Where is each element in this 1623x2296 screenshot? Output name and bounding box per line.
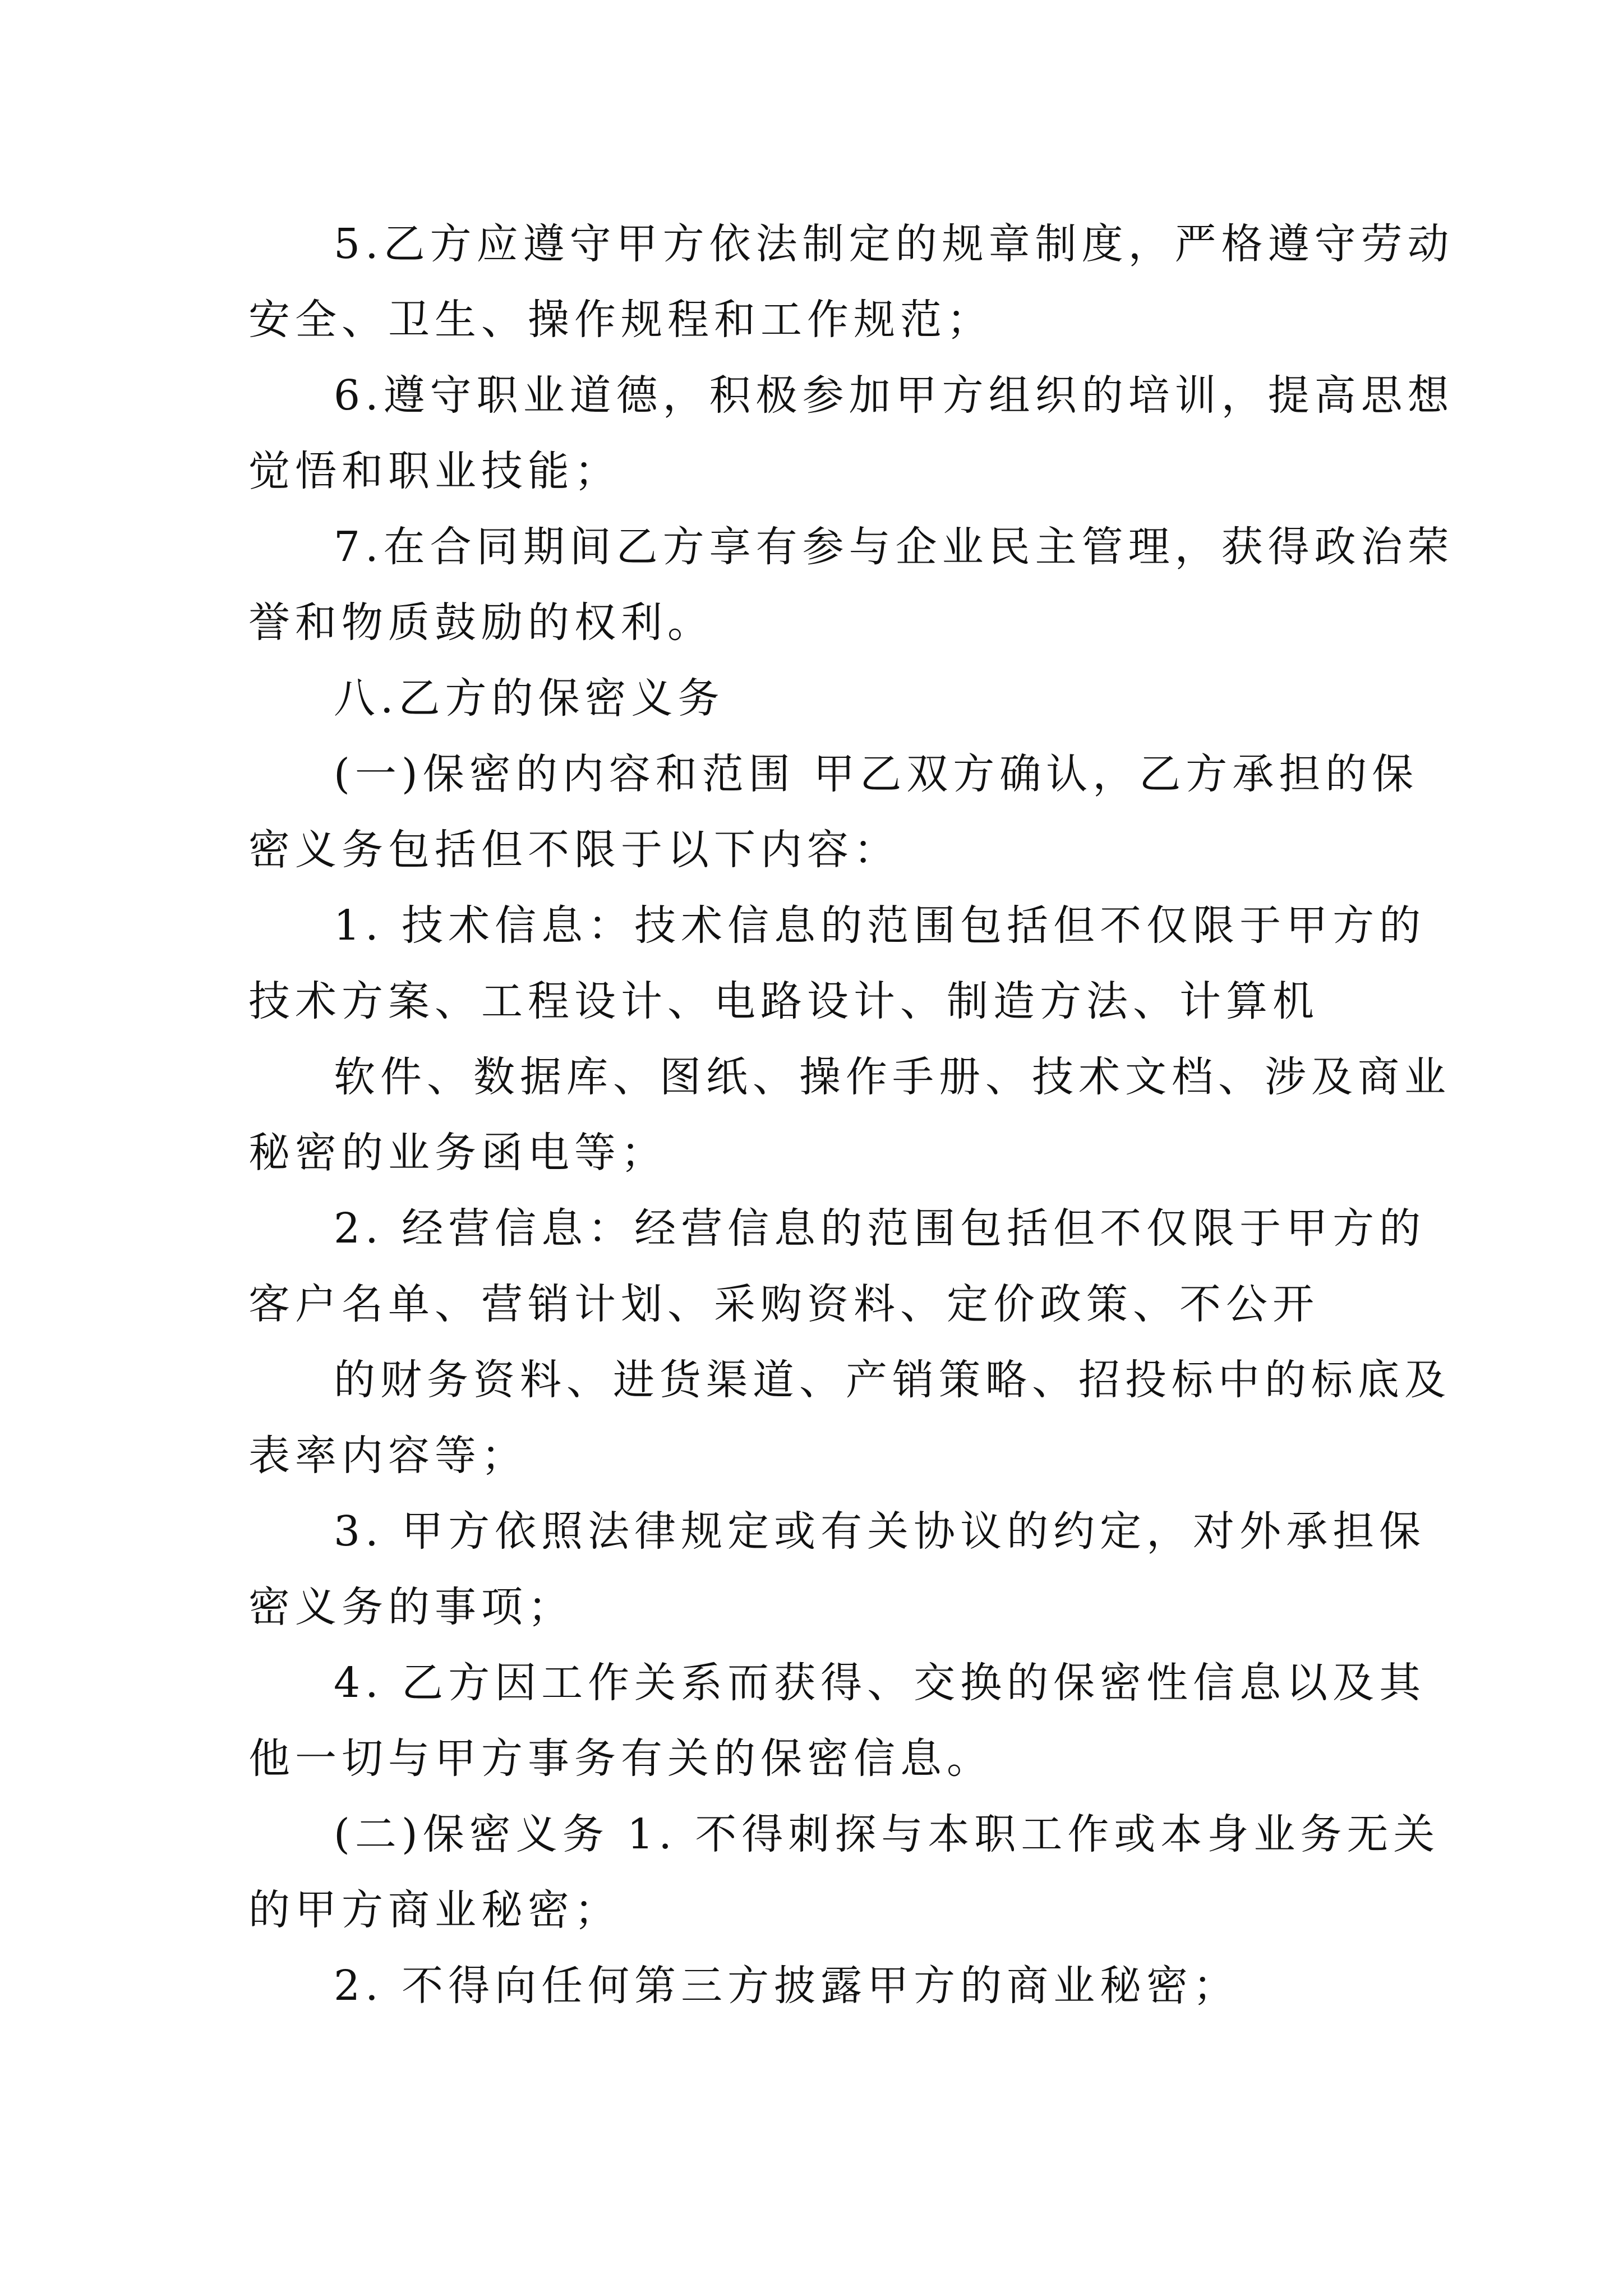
item-3-line-2: 密义务的事项； <box>248 1583 574 1631</box>
item-1-technical-info-line-1: 1. 技术信息：技术信息的范围包括但不仅限于甲方的 <box>334 901 1426 950</box>
item-4-line-2: 他一切与甲方事务有关的保密信息。 <box>248 1734 993 1783</box>
clause-7-item-6-line-1: 6.遵守职业道德，积极参加甲方组织的培训，提高思想 <box>334 371 1454 420</box>
subsection-1-line-2: 密义务包括但不限于以下内容： <box>248 826 900 874</box>
clause-7-item-7-line-2: 誉和物质鼓励的权利。 <box>248 599 714 647</box>
item-1-technical-info-line-2: 技术方案、工程设计、电路设计、制造方法、计算机 <box>248 977 1319 1025</box>
item-2-business-info-line-4: 表率内容等； <box>248 1432 528 1480</box>
section-heading-8: 八.乙方的保密义务 <box>334 674 725 723</box>
subsection-1-line-1: (一)保密的内容和范围 甲乙双方确认，乙方承担的保 <box>334 750 1419 798</box>
item-2-business-info-line-3: 的财务资料、进货渠道、产销策略、招投标中的标底及 <box>334 1356 1451 1404</box>
clause-7-item-7-line-1: 7.在合同期间乙方享有参与企业民主管理，获得政治荣 <box>334 523 1454 571</box>
clause-7-item-5-line-2: 安全、卫生、操作规程和工作规范； <box>248 296 993 344</box>
subsection-2-line-1: (二)保密义务 1. 不得刺探与本职工作或本身业务无关 <box>334 1810 1440 1858</box>
clause-7-item-5-line-1: 5.乙方应遵守甲方依法制定的规章制度，严格遵守劳动 <box>334 220 1454 268</box>
item-1-technical-info-line-3: 软件、数据库、图纸、操作手册、技术文档、涉及商业 <box>334 1053 1451 1101</box>
obligation-item-2: 2. 不得向任何第三方披露甲方的商业秘密； <box>334 1962 1240 2010</box>
clause-7-item-6-line-2: 觉悟和职业技能； <box>248 447 621 495</box>
item-2-business-info-line-2: 客户名单、营销计划、采购资料、定价政策、不公开 <box>248 1280 1319 1328</box>
item-2-business-info-line-1: 2. 经营信息：经营信息的范围包括但不仅限于甲方的 <box>334 1204 1426 1253</box>
item-1-technical-info-line-4: 秘密的业务函电等； <box>248 1129 667 1177</box>
subsection-2-line-2: 的甲方商业秘密； <box>248 1886 621 1934</box>
item-4-line-1: 4. 乙方因工作关系而获得、交换的保密性信息以及其 <box>334 1659 1426 1707</box>
item-3-line-1: 3. 甲方依照法律规定或有关协议的约定，对外承担保 <box>334 1507 1426 1556</box>
